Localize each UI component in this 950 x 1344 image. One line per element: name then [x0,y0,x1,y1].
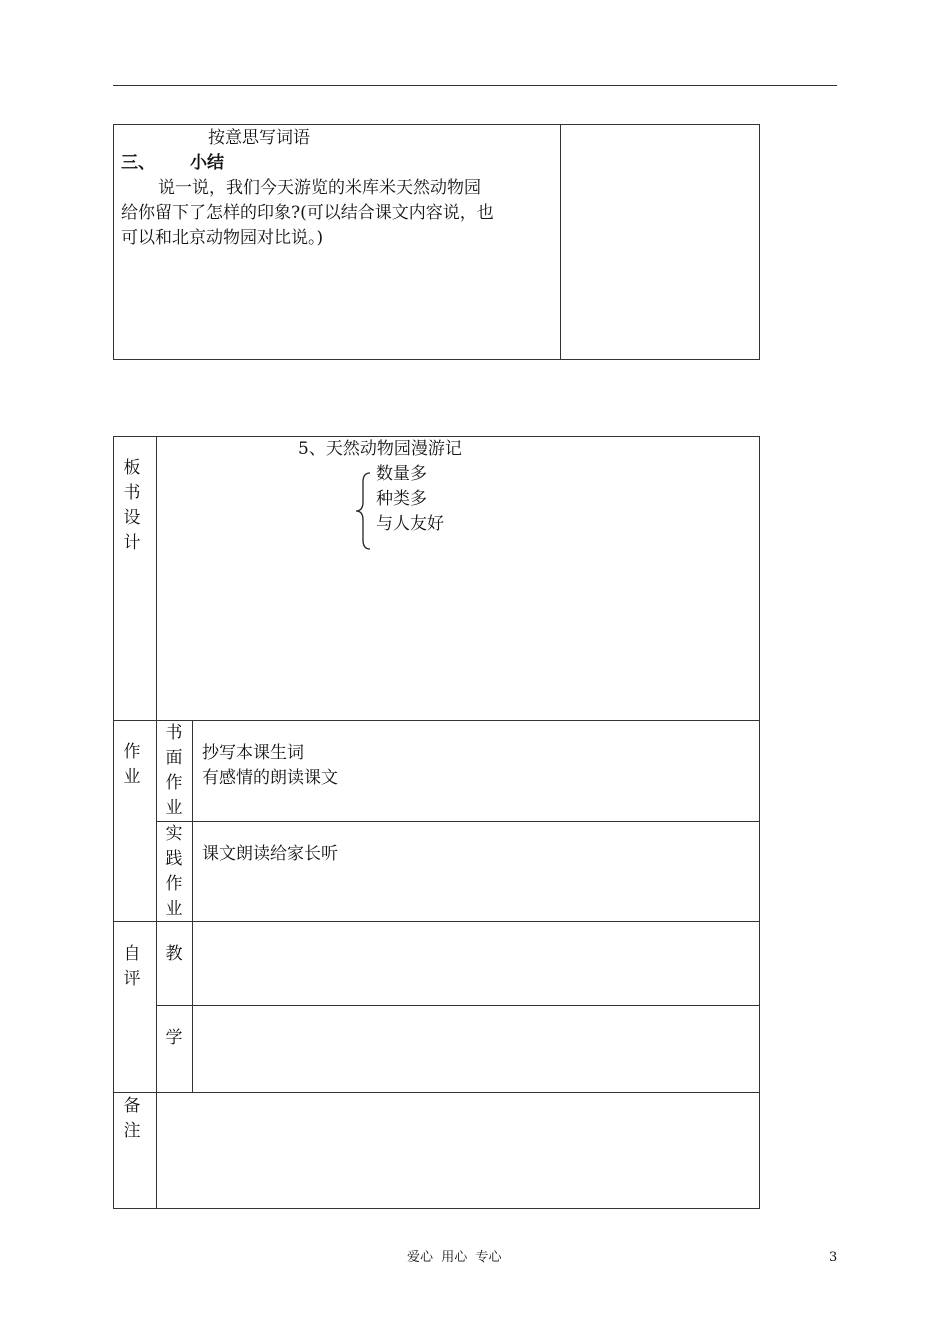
sub-row-divider-homework [156,821,760,822]
row-divider-homework [113,921,760,922]
board-item-1: 数量多 [376,464,427,484]
self-eval-label: 自评 [123,944,141,989]
summary-line-1: 说一说，我们今天游览的米库米天然动物园 [158,178,481,198]
summary-line-3: 可以和北京动物园对比说。) [121,228,324,248]
upper-line-1: 按意思写词语 [208,128,310,148]
label-column-divider [156,436,157,1209]
board-design-label: 板书设计 [123,458,141,553]
section-number: 三、 [121,153,155,173]
upper-table-divider [560,124,561,360]
board-item-3: 与人友好 [376,514,444,534]
page-number: 3 [829,1250,838,1265]
homework-label: 作业 [123,742,141,787]
written-homework-line-1: 抄写本课生词 [202,743,304,763]
curly-brace [352,470,374,552]
footer-motto: 爱心 用心 专心 [407,1250,502,1265]
lesson-table [113,436,760,1209]
notes-label: 备注 [123,1096,141,1141]
written-homework-line-2: 有感情的朗读课文 [202,768,338,788]
practice-homework-label: 实践作业 [165,824,183,919]
summary-line-2: 给你留下了怎样的印象?(可以结合课文内容说，也 [121,203,494,223]
header-rule [113,85,837,86]
practice-homework-text: 课文朗读给家长听 [202,844,338,864]
written-homework-label: 书面作业 [165,723,183,818]
board-title: 5、天然动物园漫游记 [298,439,462,459]
self-eval-learn-label: 学 [165,1028,183,1048]
section-title: 小结 [190,153,224,173]
self-eval-teach-label: 教 [165,944,183,964]
sub-column-divider [192,720,193,1092]
sub-row-divider-self-eval [156,1005,760,1006]
row-divider-board [113,720,760,721]
row-divider-self-eval [113,1092,760,1093]
board-item-2: 种类多 [376,489,427,509]
